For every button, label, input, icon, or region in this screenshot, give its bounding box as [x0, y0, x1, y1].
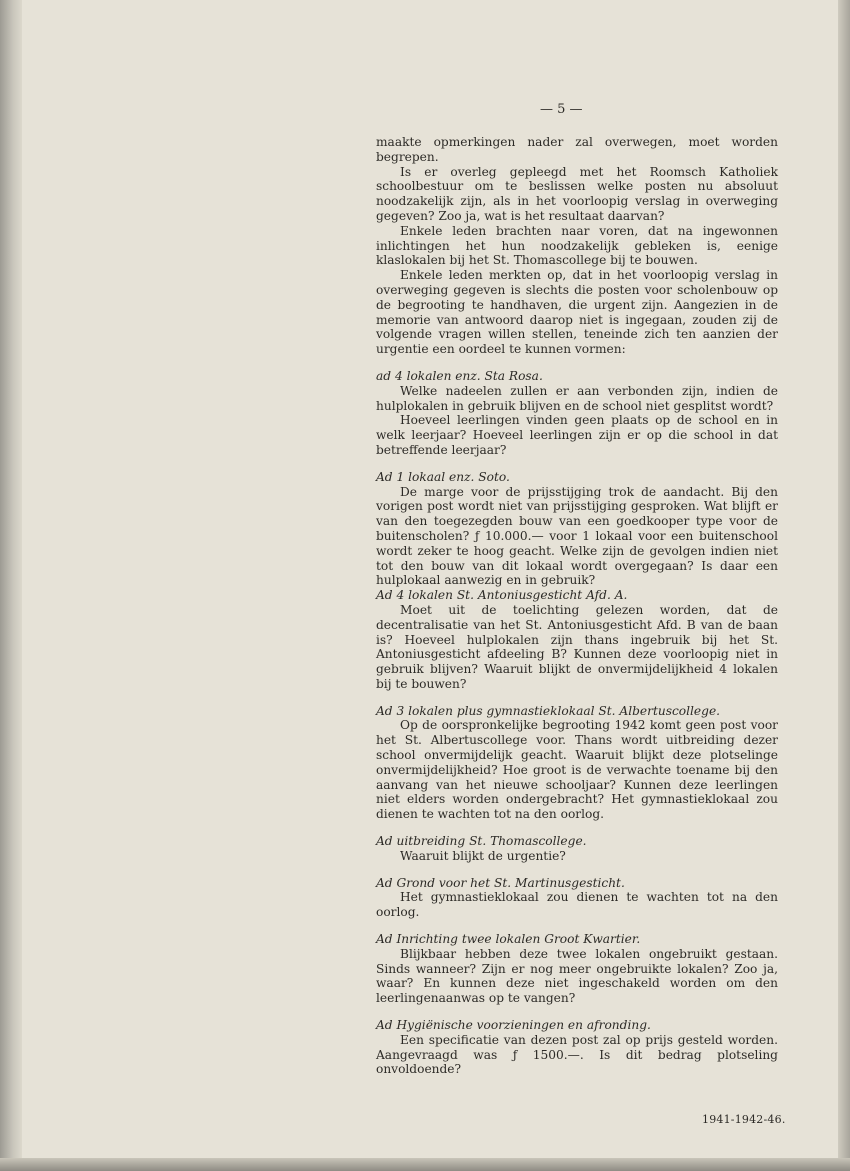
- section-heading: Ad 3 lokalen plus gymnastieklokaal St. Albertuscollege.: [376, 703, 721, 718]
- section-heading: Ad uitbreiding St. Thomascollege.: [376, 834, 587, 849]
- paragraph: Het gymnastieklokaal zou dienen te wachten tot na den oorlog.: [376, 890, 778, 920]
- paragraph: Welke nadeelen zullen er aan verbonden zijn, indien de hulplokalen in gebruik blijven en de school niet gesplitst wordt?: [376, 383, 778, 413]
- paragraph: Blijkbaar hebben deze twee lokalen ongebruikt gestaan. Sinds wanneer? Zijn er nog meer ongebruikte lokalen? Zoo ja, waar? En kunnen deze niet ingeschakeld worden om den leerlingenaanwas op te vangen?: [376, 946, 778, 1006]
- paragraph: Waaruit blijkt de urgentie?: [400, 848, 566, 863]
- document-reference-code: 1941-1942-46.: [702, 1113, 786, 1126]
- page-number: — 5 —: [540, 102, 583, 117]
- paragraph: maakte opmerkingen nader zal overwegen, moet worden begrepen.: [376, 135, 778, 164]
- paragraph: Moet uit de toelichting gelezen worden, dat de decentralisatie van het St. Antoniusgesticht Afd. B van de baan is? Hoeveel hulplokalen zijn thans ingebruik bij het St. Antoniusgesticht afdeeling B? Kunnen deze voorloopig niet in gebruik blijven? Waaruit blijkt de onvermijdelijkheid 4 lokalen bij te bouwen?: [376, 602, 778, 691]
- paragraph: Een specificatie van dezen post zal op prijs gesteld worden. Aangevraagd was ƒ 1500.—. Is dit bedrag plotseling onvoldoende?: [376, 1032, 778, 1077]
- section-heading: Ad 1 lokaal enz. Soto.: [376, 469, 510, 484]
- scan-right-edge: [838, 0, 850, 1171]
- paragraph: Hoeveel leerlingen vinden geen plaats op de school en in welk leerjaar? Hoeveel leerlingen zijn er op die school in dat betreffende leerjaar?: [376, 413, 778, 457]
- scan-bottom-edge: [0, 1158, 850, 1171]
- section-heading: Ad Inrichting twee lokalen Groot Kwartier.: [376, 932, 641, 947]
- paragraph: De marge voor de prijsstijging trok de aandacht. Bij den vorigen post wordt niet van prijsstijging gesproken. Wat blijft er van den toegezegden bouw van een goedkooper type voor de buitenscholen? ƒ 10.000.— voor 1 lokaal voor een buitenschool wordt zeker te hoog geacht. Welke zijn de gevolgen indien niet tot den bouw van dit lokaal wordt overgegaan? Is daar een hulplokaal aanwezig en in gebruik?: [376, 484, 778, 588]
- paragraph: Is er overleg gepleegd met het Roomsch Katholiek schoolbestuur om te beslissen welke posten nu absoluut noodzakelijk zijn, als in het voorloopig verslag in overweging gegeven? Zoo ja, wat is het resultaat daarvan?: [376, 164, 778, 223]
- paragraph: Enkele leden merkten op, dat in het voorloopig verslag in overweging gegeven is slechts die posten voor scholenbouw op de begrooting te handhaven, die urgent zijn. Aangezien in de memorie van antwoord daarop niet is ingegaan, zouden zij de volgende vragen willen stellen, teneinde zich ten aanzien der urgentie een oordeel te kunnen vormen:: [376, 268, 778, 357]
- section-heading: Ad Hygiënische voorzieningen en afronding.: [376, 1018, 651, 1033]
- scan-left-edge: [0, 0, 22, 1171]
- document-body: [376, 135, 778, 1077]
- section-heading: ad 4 lokalen enz. Sta Rosa.: [376, 368, 543, 383]
- section-heading: Ad Grond voor het St. Martinusgesticht.: [376, 875, 625, 890]
- section-heading: Ad 4 lokalen St. Antoniusgesticht Afd. A.: [376, 588, 628, 603]
- paragraph: Enkele leden brachten naar voren, dat na ingewonnen inlichtingen het hun noodzakelijk gebleken is, eenige klaslokalen bij het St. Thomascollege bij te bouwen.: [376, 223, 778, 268]
- paragraph: Op de oorspronkelijke begrooting 1942 komt geen post voor het St. Albertuscollege voor. Thans wordt uitbreiding dezer school onvermijdelijk geacht. Waaruit blijkt deze plotselinge onvermijdelijkheid? Hoe groot is de verwachte toename bij den aanvang van het nieuwe schooljaar? Kunnen deze leerlingen niet elders worden ondergebracht? Het gymnastieklokaal zou dienen te wachten tot na den oorlog.: [376, 718, 778, 822]
